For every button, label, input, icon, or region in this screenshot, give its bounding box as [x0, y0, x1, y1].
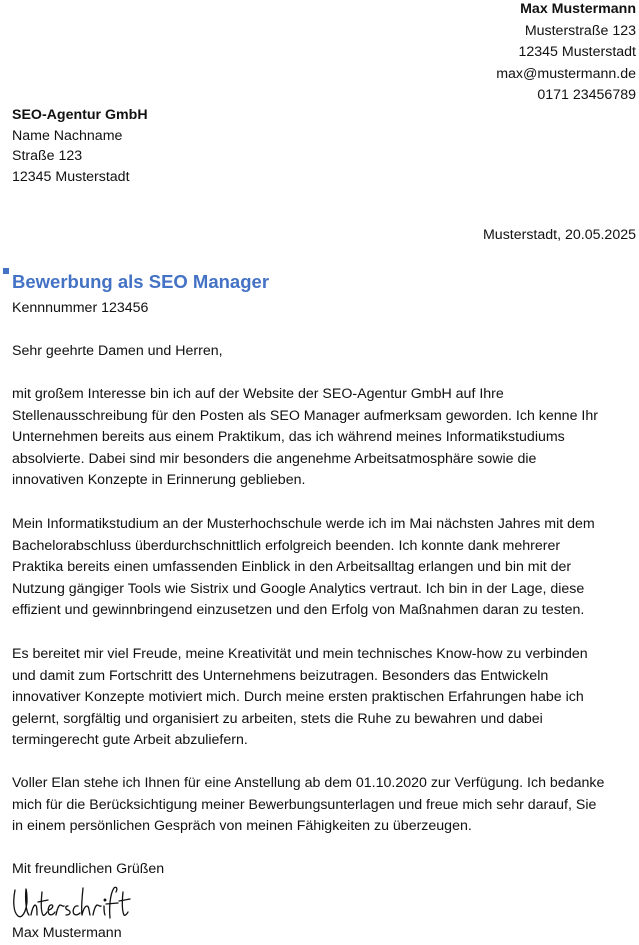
body-line: Stellenausschreibung für den Posten als SEO Manager aufmerksam geworden. Ich kenne Ihr: [12, 407, 598, 424]
closing-phrase: Mit freundlichen Grüßen: [12, 861, 165, 877]
body-line: innovativer Konzepte motiviert mich. Durch meine ersten praktischen Erfahrungen habe ich: [12, 689, 584, 706]
salutation: Sehr geehrte Damen und Herren,: [12, 343, 223, 359]
body-line: absolvierte. Dabei sind mir besonders die angenehme Arbeitsatmosphäre sowie die: [12, 450, 537, 467]
sender-name: Max Mustermann: [520, 1, 636, 17]
sender-email: max@mustermann.de: [496, 65, 636, 82]
recipient-street: Straße 123: [12, 148, 83, 164]
body-line: und damit zum Fortschritt des Unternehmens beizutragen. Besonders das Entwickeln: [12, 667, 549, 684]
body-line: mit großem Interesse bin ich auf der Website der SEO-Agentur GmbH auf Ihre: [12, 386, 504, 402]
body-line: Praktika bereits einen umfassenden Einblick in den Arbeitsalltag erlangen und bin mit der: [12, 559, 572, 576]
body-line: Nutzung gängiger Tools wie Sistrix und Google Analytics vertraut. Ich bin in der Lage, diese: [12, 580, 585, 597]
body-paragraph-1: [12, 384, 638, 492]
body-line: Unternehmen bereits aus einem Praktikum, das ich während meines Informatikstudiums: [12, 429, 565, 446]
sender-street: Musterstraße 123: [524, 22, 636, 39]
body-paragraph-3: [12, 644, 638, 752]
signer-name: Max Mustermann: [12, 925, 122, 941]
body-line: Voller Elan stehe ich Ihnen für eine Anstellung ab dem 01.10.2020 zur Verfügung. Ich bedanke: [12, 775, 605, 791]
body-paragraph-2: [12, 514, 638, 622]
sender-city: 12345 Musterstadt: [518, 44, 636, 60]
body-line: gelernt, sorgfältig und organisiert zu arbeiten, stets die Ruhe zu bewahren und dabei: [12, 710, 543, 727]
body-paragraph-4: [12, 773, 638, 838]
body-line: in einem persönlichen Gespräch von meinen Fähigkeiten zu überzeugen.: [12, 818, 472, 835]
body-line: termingerecht gute Arbeit abzuliefern.: [12, 732, 248, 749]
recipient-city: 12345 Musterstadt: [12, 168, 130, 185]
body-line: Es bereitet mir viel Freude, meine Kreativität und mein technisches Know-how zu verbinden: [12, 646, 588, 662]
body-line: mich für die Berücksichtigung meiner Bewerbungsunterlagen und freue mich sehr darauf, Sie: [12, 796, 597, 813]
recipient-address: [12, 105, 148, 187]
body-line: innovativen Konzepte in Erinnerung geblieben.: [12, 472, 306, 489]
reference-number: Kennnummer 123456: [12, 300, 149, 316]
handwritten-signature: [10, 884, 134, 924]
body-line: Bachelorabschluss überdurchschnittlich erfolgreich beenden. Ich konnte dank mehrerer: [12, 537, 561, 554]
subject-marker: [3, 268, 9, 274]
body-line: Mein Informatikstudium an der Musterhochschule werde ich im Mai nächsten Jahres mit dem: [12, 516, 595, 532]
sender-phone: 0171 23456789: [537, 87, 636, 103]
recipient-contact: Name Nachname: [12, 127, 123, 144]
sender-address: [496, 0, 636, 107]
body-line: effizient und gewinnbringend einzusetzen und den Erfolg von Maßnahmen daran zu testen.: [12, 602, 585, 619]
letter-subject: Bewerbung als SEO Manager: [12, 271, 270, 292]
recipient-company: SEO-Agentur GmbH: [12, 107, 148, 123]
letter-date: Musterstadt, 20.05.2025: [482, 227, 636, 243]
